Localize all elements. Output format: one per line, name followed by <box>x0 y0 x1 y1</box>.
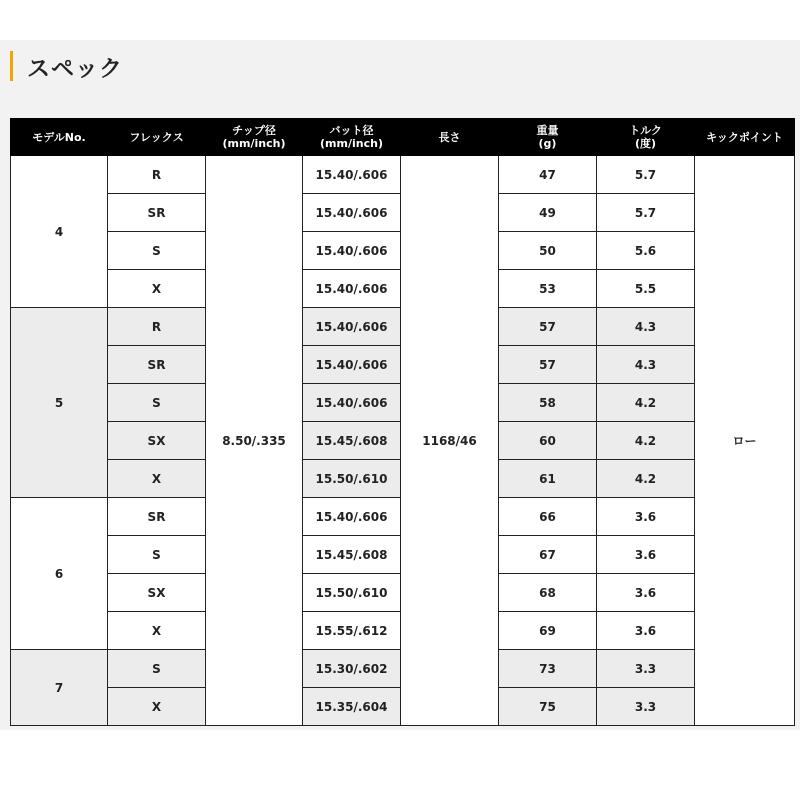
model-number-cell: 6 <box>11 498 108 650</box>
header-butt-diameter: バット径 (mm/inch) <box>303 119 401 156</box>
butt-diameter-cell: 15.40/.606 <box>303 498 401 536</box>
butt-diameter-cell: 15.50/.610 <box>303 574 401 612</box>
flex-cell: SX <box>108 574 206 612</box>
flex-cell: R <box>108 308 206 346</box>
tip-diameter-cell: 8.50/.335 <box>206 156 303 726</box>
header-weight: 重量 (g) <box>499 119 597 156</box>
header-torque: トルク (度) <box>597 119 695 156</box>
flex-cell: X <box>108 688 206 726</box>
torque-cell: 3.6 <box>597 498 695 536</box>
weight-cell: 73 <box>499 650 597 688</box>
weight-cell: 50 <box>499 232 597 270</box>
header-tip-diameter: チップ径 (mm/inch) <box>206 119 303 156</box>
header-flex: フレックス <box>108 119 206 156</box>
kickpoint-cell: ロー <box>695 156 795 726</box>
model-number-cell: 5 <box>11 308 108 498</box>
weight-cell: 49 <box>499 194 597 232</box>
torque-cell: 3.6 <box>597 612 695 650</box>
butt-diameter-cell: 15.50/.610 <box>303 460 401 498</box>
butt-diameter-cell: 15.35/.604 <box>303 688 401 726</box>
torque-cell: 4.3 <box>597 346 695 384</box>
butt-diameter-cell: 15.45/.608 <box>303 422 401 460</box>
flex-cell: R <box>108 156 206 194</box>
weight-cell: 75 <box>499 688 597 726</box>
header-length: 長さ <box>401 119 499 156</box>
weight-cell: 57 <box>499 308 597 346</box>
header-row <box>11 119 795 156</box>
length-cell: 1168/46 <box>401 156 499 726</box>
torque-cell: 5.5 <box>597 270 695 308</box>
butt-diameter-cell: 15.30/.602 <box>303 650 401 688</box>
butt-diameter-cell: 15.40/.606 <box>303 194 401 232</box>
flex-cell: SR <box>108 194 206 232</box>
butt-diameter-cell: 15.40/.606 <box>303 156 401 194</box>
torque-cell: 5.7 <box>597 194 695 232</box>
heading-accent-bar <box>10 51 13 81</box>
flex-cell: X <box>108 460 206 498</box>
weight-cell: 57 <box>499 346 597 384</box>
spec-table-body <box>11 156 795 726</box>
torque-cell: 3.6 <box>597 574 695 612</box>
weight-cell: 47 <box>499 156 597 194</box>
page-title: スペック <box>27 55 123 82</box>
header-model: モデルNo. <box>11 119 108 156</box>
section-heading <box>10 50 123 82</box>
weight-cell: 66 <box>499 498 597 536</box>
torque-cell: 4.3 <box>597 308 695 346</box>
flex-cell: SR <box>108 498 206 536</box>
torque-cell: 3.3 <box>597 688 695 726</box>
weight-cell: 60 <box>499 422 597 460</box>
butt-diameter-cell: 15.40/.606 <box>303 232 401 270</box>
torque-cell: 5.6 <box>597 232 695 270</box>
flex-cell: S <box>108 232 206 270</box>
weight-cell: 58 <box>499 384 597 422</box>
butt-diameter-cell: 15.45/.608 <box>303 536 401 574</box>
weight-cell: 67 <box>499 536 597 574</box>
butt-diameter-cell: 15.40/.606 <box>303 384 401 422</box>
torque-cell: 3.6 <box>597 536 695 574</box>
butt-diameter-cell: 15.40/.606 <box>303 270 401 308</box>
flex-cell: S <box>108 536 206 574</box>
torque-cell: 4.2 <box>597 384 695 422</box>
torque-cell: 3.3 <box>597 650 695 688</box>
weight-cell: 69 <box>499 612 597 650</box>
model-number-cell: 7 <box>11 650 108 726</box>
flex-cell: X <box>108 270 206 308</box>
butt-diameter-cell: 15.55/.612 <box>303 612 401 650</box>
torque-cell: 5.7 <box>597 156 695 194</box>
weight-cell: 68 <box>499 574 597 612</box>
torque-cell: 4.2 <box>597 460 695 498</box>
butt-diameter-cell: 15.40/.606 <box>303 308 401 346</box>
butt-diameter-cell: 15.40/.606 <box>303 346 401 384</box>
flex-cell: S <box>108 650 206 688</box>
spec-table <box>10 118 795 726</box>
flex-cell: SR <box>108 346 206 384</box>
table-row <box>11 156 795 194</box>
model-number-cell: 4 <box>11 156 108 308</box>
flex-cell: S <box>108 384 206 422</box>
flex-cell: X <box>108 612 206 650</box>
weight-cell: 53 <box>499 270 597 308</box>
torque-cell: 4.2 <box>597 422 695 460</box>
header-kickpoint: キックポイント <box>695 119 795 156</box>
flex-cell: SX <box>108 422 206 460</box>
weight-cell: 61 <box>499 460 597 498</box>
